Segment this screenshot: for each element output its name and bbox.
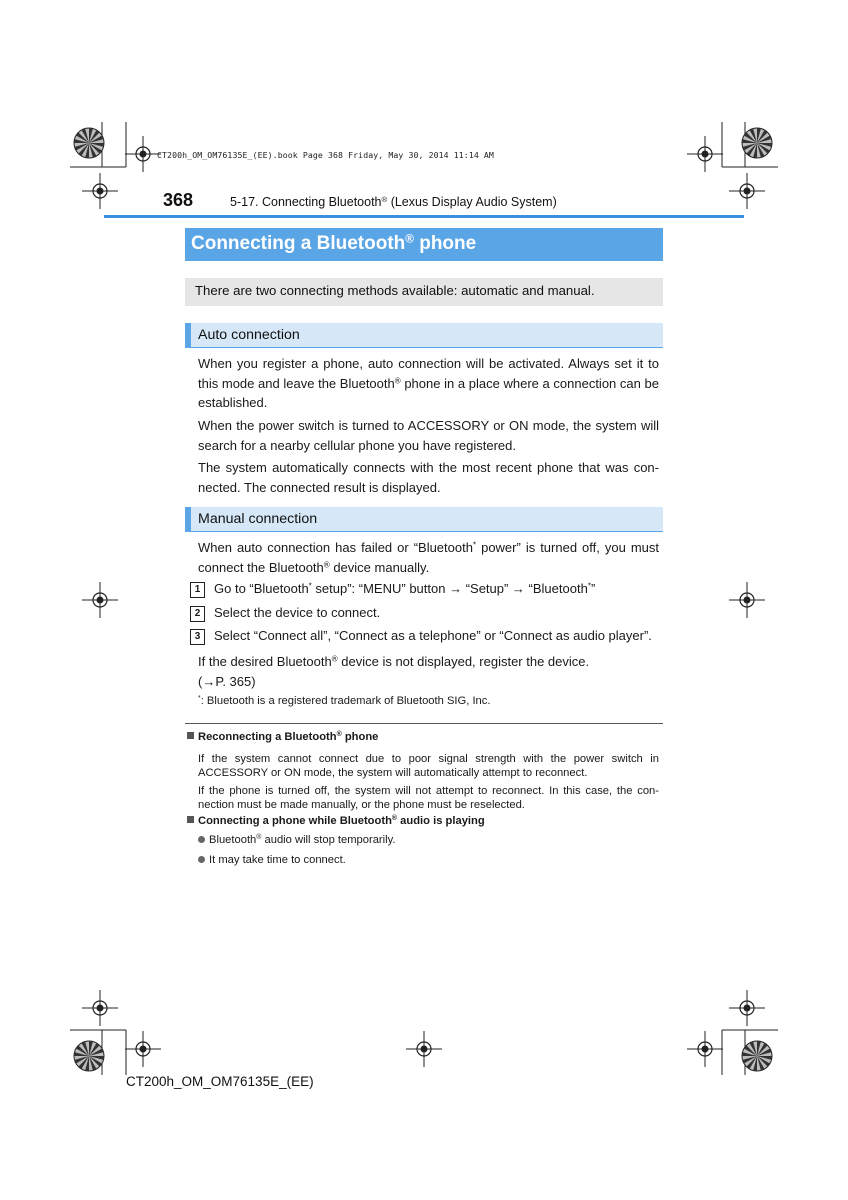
page-title: Connecting a Bluetooth® phone bbox=[185, 228, 663, 261]
note-bullet: Bluetooth® audio will stop temporarily. bbox=[198, 834, 396, 846]
trademark-footnote: *: Bluetooth is a registered trademark of Bluetooth SIG, Inc. bbox=[198, 695, 491, 707]
manual-connection-p1: When auto connection has failed or “Bluetooth* power” is turned off, you must connect the Bluetooth® device manually. bbox=[198, 540, 659, 575]
crosshair-target-icon bbox=[687, 1031, 723, 1067]
auto-connection-p2: When the power switch is turned to ACCESSORY or ON mode, the system will search for a nearby cellular phone you have registered. bbox=[198, 418, 659, 453]
bullet-dot-icon bbox=[198, 836, 205, 843]
crosshair-target-icon bbox=[82, 990, 118, 1026]
crosshair-target-icon bbox=[406, 1031, 442, 1067]
crosshair-target-icon bbox=[729, 990, 765, 1026]
crosshair-target-icon bbox=[125, 136, 161, 172]
printer-slug: CT200h_OM_OM76135E_(EE).book Page 368 Friday, May 30, 2014 11:14 AM bbox=[157, 150, 494, 160]
crosshair-target-icon bbox=[125, 1031, 161, 1067]
step-number: 3 bbox=[190, 629, 205, 645]
registration-wheel-icon bbox=[74, 1041, 104, 1071]
auto-connection-heading: Auto connection bbox=[185, 323, 663, 348]
note-heading-reconnecting: Reconnecting a Bluetooth® phone bbox=[187, 731, 378, 743]
step-1: 1 Go to “Bluetooth* setup”: “MENU” button → “Setup” → “Bluetooth*” bbox=[190, 581, 660, 601]
crosshair-target-icon bbox=[82, 582, 118, 618]
bullet-dot-icon bbox=[198, 856, 205, 863]
crosshair-target-icon bbox=[687, 136, 723, 172]
registration-wheel-icon bbox=[742, 1041, 772, 1071]
step-number: 1 bbox=[190, 582, 205, 598]
step-2: 2 Select the device to connect. bbox=[190, 605, 660, 625]
auto-connection-p3: The system automatically connects with the most recent phone that was con-nected. The connected result is displayed. bbox=[198, 460, 659, 495]
page-number: 368 bbox=[163, 190, 194, 210]
note-heading-audio-playing: Connecting a phone while Bluetooth® audio is playing bbox=[187, 815, 485, 827]
note-paragraph: If the system cannot connect due to poor signal strength with the power switch in ACCESSORY or ON mode, the system will automatically attempt to reconnect. bbox=[198, 753, 659, 779]
manual-connection-heading: Manual connection bbox=[185, 507, 663, 532]
square-bullet-icon bbox=[187, 816, 194, 823]
note-bullet: It may take time to connect. bbox=[198, 854, 346, 866]
crosshair-target-icon bbox=[729, 582, 765, 618]
registration-wheel-icon bbox=[74, 128, 104, 158]
note-paragraph: If the phone is turned off, the system will not attempt to reconnect. In this case, the con-nection must be made manually, or the phone must be reselected. bbox=[198, 785, 659, 811]
registration-wheel-icon bbox=[742, 128, 772, 158]
square-bullet-icon bbox=[187, 732, 194, 739]
intro-box: There are two connecting methods available: automatic and manual. bbox=[185, 278, 663, 306]
footer-code: CT200h_OM_OM76135E_(EE) bbox=[126, 1074, 314, 1089]
step-number: 2 bbox=[190, 606, 205, 622]
step-3: 3 Select “Connect all”, “Connect as a telephone” or “Connect as audio player”. bbox=[190, 628, 660, 648]
section-header: 5-17. Connecting Bluetooth® (Lexus Display Audio System) bbox=[230, 194, 557, 209]
crosshair-target-icon bbox=[82, 173, 118, 209]
manual-connection-p2: If the desired Bluetooth® device is not displayed, register the device. (→P. 365) bbox=[198, 654, 590, 689]
auto-connection-p1: When you register a phone, auto connection will be activated. Always set it to this mode and leave the Bluetooth® phone in a place where a connection can be established. bbox=[198, 356, 659, 410]
header-rule bbox=[104, 215, 744, 218]
crosshair-target-icon bbox=[729, 173, 765, 209]
notes-divider bbox=[185, 723, 663, 724]
